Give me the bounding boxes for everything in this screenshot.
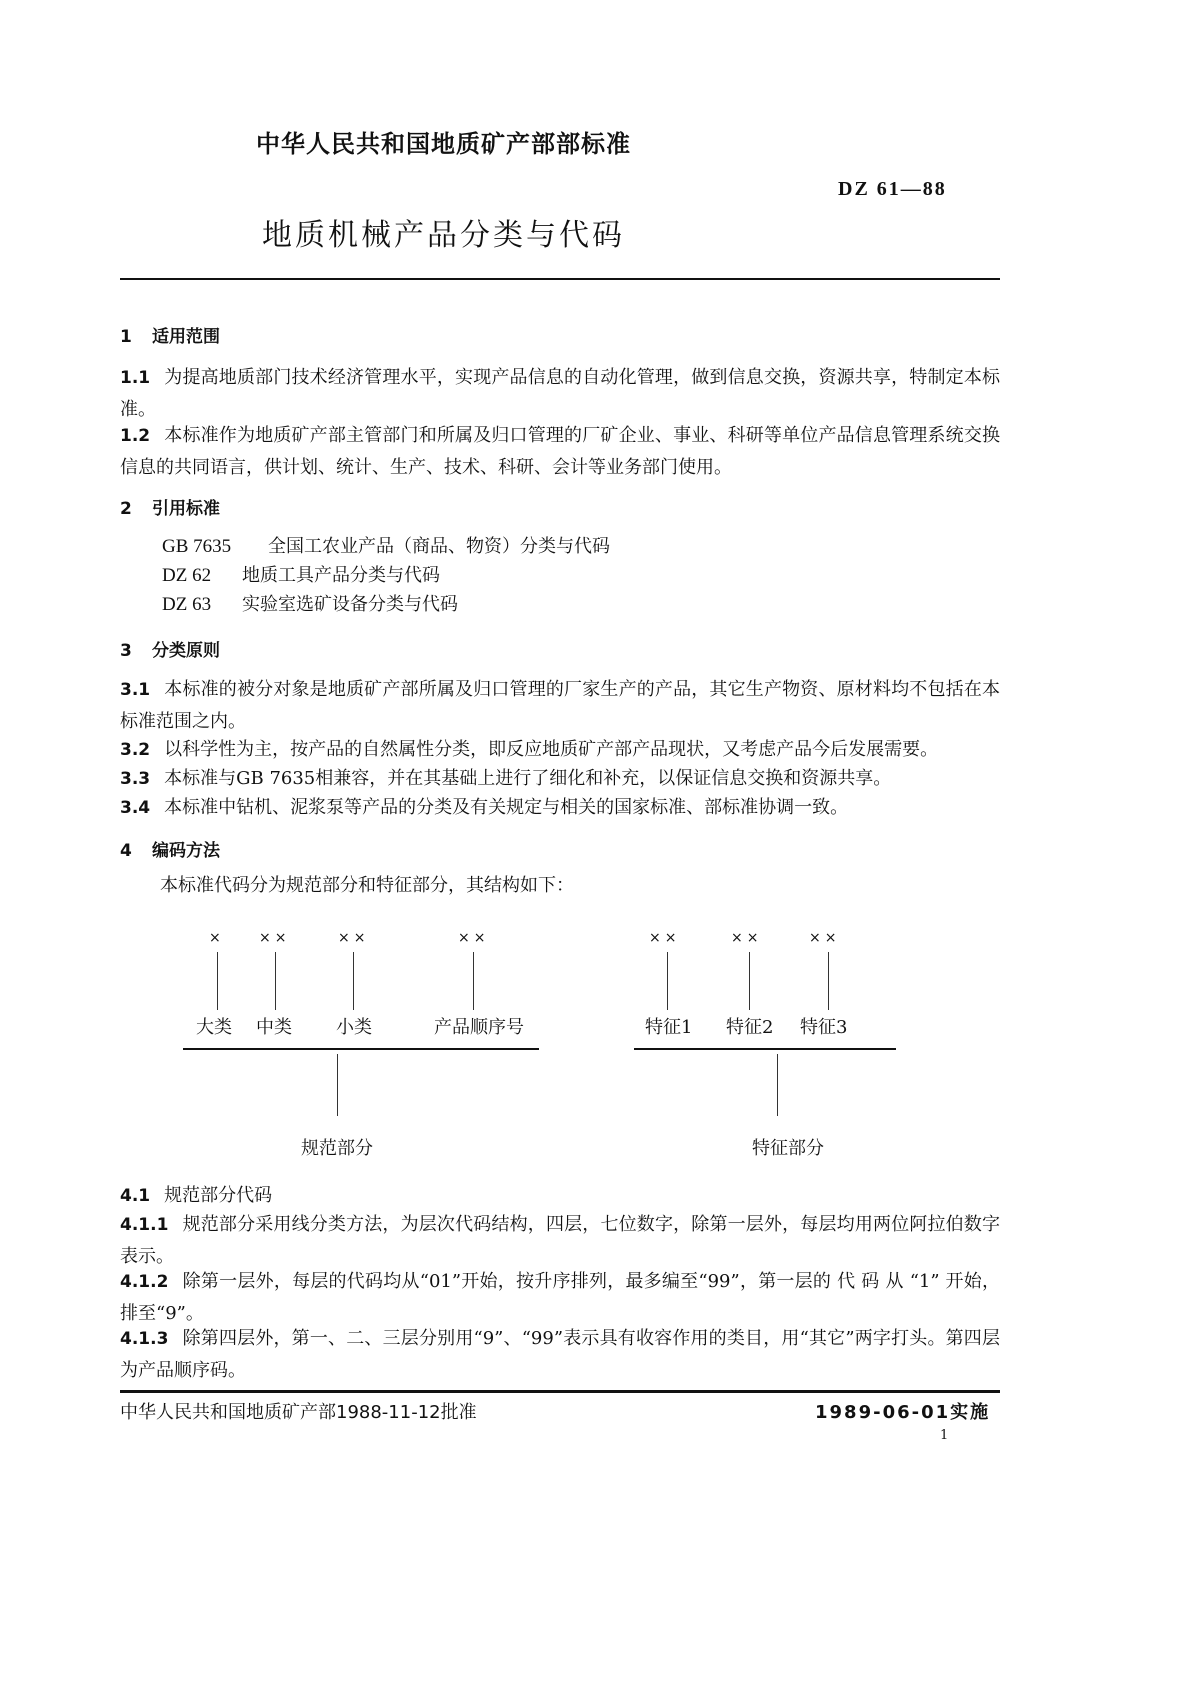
clause-text: 本标准中钻机、泥浆泵等产品的分类及有关规定与相关的国家标准、部标准协调一致。 [164, 797, 849, 818]
digit-mark: ×× [809, 930, 841, 946]
connector-line [777, 1054, 778, 1116]
section-number: 2 [120, 499, 132, 519]
reference-code: DZ 62 [162, 565, 212, 586]
group-label: 规范部分 [301, 1138, 373, 1159]
connector-line [749, 952, 750, 1010]
clause-number: 3.3 [120, 769, 151, 789]
digit-mark: ×× [458, 930, 490, 946]
issuing-organization: 中华人民共和国地质矿产部部标准 [256, 130, 631, 158]
section-number: 3 [120, 641, 132, 661]
feature-label: 特征3 [800, 1017, 848, 1038]
reference-title: 实验室选矿设备分类与代码 [242, 594, 458, 615]
level-label: 中类 [256, 1017, 292, 1038]
clause-text: 除第一层外，每层的代码均从“01”开始，按升序排列，最多编至“99”，第一层的 代 码 从 “1” 开始，排至“9”。 [120, 1271, 1001, 1324]
clause-text: 规范部分代码 [164, 1185, 273, 1206]
approval-date: 中华人民共和国地质矿产部1988-11-12批准 [120, 1402, 477, 1423]
reference-title: 地质工具产品分类与代码 [242, 565, 440, 586]
connector-line [337, 1054, 338, 1116]
clause-number: 4.1 [120, 1186, 151, 1206]
connector-line [828, 952, 829, 1010]
footer-divider [120, 1390, 1000, 1393]
section-number: 4 [120, 841, 132, 861]
document-title: 地质机械产品分类与代码 [262, 218, 625, 253]
level-label: 小类 [336, 1017, 372, 1038]
connector-line [217, 952, 218, 1010]
clause-number: 3.4 [120, 798, 151, 818]
clause-text: 除第四层外，第一、二、三层分别用“9”、“99”表示具有收容作用的类目，用“其它”两字打头。第四层为产品顺序码。 [120, 1328, 1000, 1381]
clause-4-1-2 [120, 1266, 1000, 1329]
section-title: 适用范围 [152, 327, 220, 347]
clause-text: 以科学性为主，按产品的自然属性分类，即反应地质矿产部产品现状，又考虑产品今后发展需要。 [164, 739, 939, 760]
feature-label: 特征1 [645, 1017, 693, 1038]
section-title: 引用标准 [152, 499, 220, 519]
reference-code: GB 7635 [162, 536, 232, 557]
clause-number: 4.1.3 [120, 1329, 169, 1349]
clause-text: 本标准的被分对象是地质矿产部所属及归口管理的厂家生产的产品，其它生产物资、原材料均不包括在本标准范围之内。 [120, 679, 1000, 732]
group-bracket-line [634, 1048, 896, 1050]
clause-number: 1.1 [120, 368, 151, 388]
clause-text: 本标准作为地质矿产部主管部门和所属及归口管理的厂矿企业、事业、科研等单位产品信息管理系统交换信息的共同语言，供计划、统计、生产、技术、科研、会计等业务部门使用。 [120, 425, 1000, 478]
digit-mark: ×× [259, 930, 291, 946]
section-number: 1 [120, 327, 132, 347]
digit-mark: ×× [338, 930, 370, 946]
clause-4-1-3 [120, 1323, 1000, 1386]
clause-number: 3.1 [120, 680, 151, 700]
clause-number: 4.1.2 [120, 1272, 169, 1292]
connector-line [353, 952, 354, 1010]
clause-text: 为提高地质部门技术经济管理水平，实现产品信息的自动化管理，做到信息交换，资源共享，特制定本标准。 [120, 367, 1000, 420]
group-label: 特征部分 [752, 1138, 824, 1159]
feature-label: 特征2 [726, 1017, 774, 1038]
section-title: 编码方法 [152, 841, 220, 861]
digit-mark: × [209, 930, 225, 946]
connector-line [667, 952, 668, 1010]
reference-code: DZ 63 [162, 594, 212, 615]
section-title: 分类原则 [152, 641, 220, 661]
digit-mark: ×× [649, 930, 681, 946]
connector-line [473, 952, 474, 1010]
level-label: 大类 [196, 1017, 232, 1038]
group-bracket-line [183, 1048, 539, 1050]
clause-4-1-1 [120, 1209, 1000, 1272]
standard-code: DZ 61—88 [838, 178, 947, 200]
digit-mark: ×× [731, 930, 763, 946]
clause-number: 1.2 [120, 426, 151, 446]
clause-4-1 [120, 1180, 1000, 1212]
level-label: 产品顺序号 [434, 1017, 524, 1038]
reference-title: 全国工农业产品（商品、物资）分类与代码 [268, 536, 610, 557]
effective-date: 1989-06-01实施 [815, 1402, 991, 1423]
connector-line [275, 952, 276, 1010]
clause-text: 规范部分采用线分类方法，为层次代码结构，四层，七位数字，除第一层外，每层均用两位阿拉伯数字表示。 [120, 1214, 1000, 1267]
clause-text: 本标准与GB 7635相兼容，并在其基础上进行了细化和补充，以保证信息交换和资源共享。 [164, 768, 892, 789]
page-number: 1 [940, 1428, 949, 1443]
clause-number: 4.1.1 [120, 1215, 169, 1235]
coding-intro: 本标准代码分为规范部分和特征部分，其结构如下： [160, 875, 574, 896]
clause-number: 3.2 [120, 740, 151, 760]
